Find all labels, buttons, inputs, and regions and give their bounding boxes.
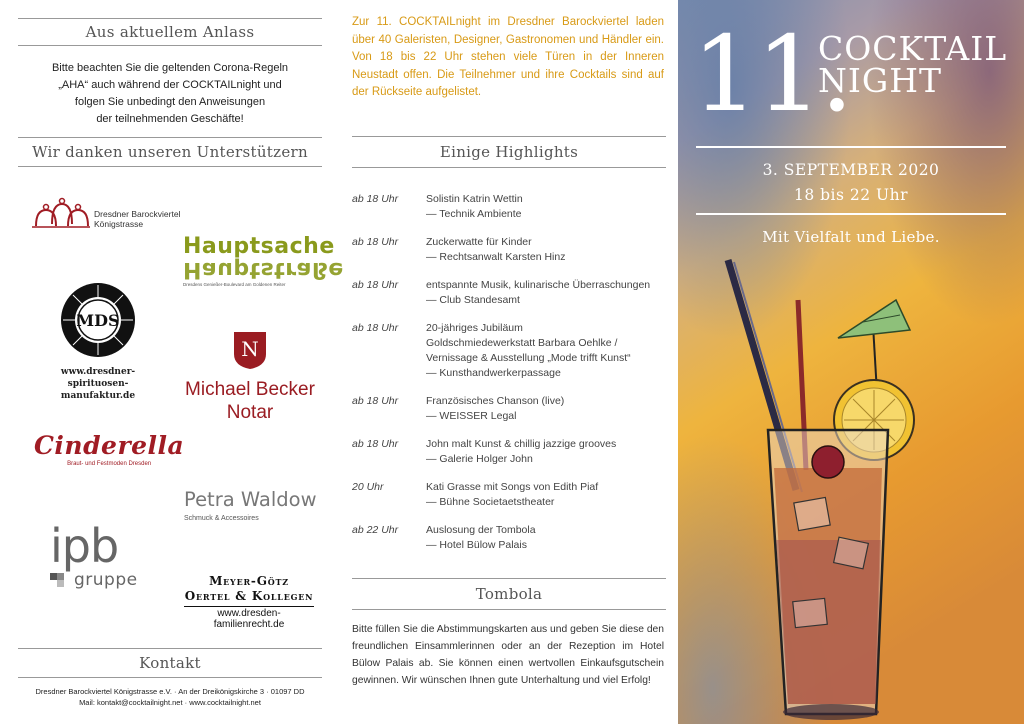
highlight-title: Zuckerwatte für Kinder: [426, 236, 532, 248]
waldow-sub: Schmuck & Accessoires: [184, 515, 259, 522]
highlight-title: Kati Grasse mit Songs von Edith Piaf: [426, 481, 599, 493]
contact-block: [10, 686, 330, 708]
sponsors-heading: Wir danken unseren Unterstützern: [18, 137, 322, 167]
mds-seal-icon: [58, 280, 138, 360]
highlight-time: ab 18 Uhr: [352, 395, 399, 407]
intro-text: Zur 11. COCKTAILnight im Dresdner Barockviertel laden über 40 Galeristen, Designer, Gastronomen und Händler ein. Von 18 bis 22 Uhr stehen viele Türen in der Inneren Neustadt offen. Die Teilnehmer und ihre Cocktails sind auf der Rückseite aufgelistet.: [352, 16, 664, 98]
event-date: 3. SEPTEMBER 2020: [762, 161, 940, 179]
highlight-time: ab 18 Uhr: [352, 438, 399, 450]
hauptsache-tagline: Dresdens Genießer-Boulevard am Goldenen Reiter: [183, 282, 286, 287]
highlight-title: entspannte Musik, kulinarische Überraschungen: [426, 279, 651, 291]
becker-title: Notar: [226, 402, 274, 423]
ipb-square-icon: [50, 573, 64, 587]
cover-panel: [678, 0, 1024, 724]
becker-logo: [182, 330, 318, 424]
event-time: 18 bis 22 Uhr: [793, 186, 909, 204]
barockviertel-logo: [32, 196, 180, 232]
highlight-host: — Technik Ambiente: [426, 208, 522, 220]
cinderella-name: Cinderella: [34, 431, 185, 460]
highlight-time: ab 18 Uhr: [352, 193, 399, 205]
hauptstrasse-text: Hauptstraße: [183, 257, 344, 282]
cocktail-illustration-icon: [678, 240, 1024, 724]
title-night: NIGHT: [818, 61, 943, 100]
highlight-time: ab 18 Uhr: [352, 279, 399, 291]
ipb-sub: gruppe: [74, 570, 138, 590]
motto: Mit Vielfalt und Liebe.: [762, 228, 940, 246]
barockviertel-street: Königstrasse: [94, 219, 144, 229]
spirituosen-url-line: www.dresdner-spirituosen-: [60, 367, 136, 389]
mgo-logo: [184, 574, 314, 630]
divider-line: [696, 213, 1006, 215]
highlight-host: — Club Standesamt: [426, 294, 520, 306]
highlight-host: — Rechtsanwalt Karsten Hinz: [426, 251, 566, 263]
spirituosen-url-line: manufaktur.de: [60, 391, 136, 401]
highlight-time: ab 18 Uhr: [352, 322, 399, 334]
mgo-line: Meyer-Götz: [209, 574, 289, 588]
cinderella-sub: Braut- und Festmoden Dresden: [67, 461, 152, 467]
becker-name: Michael Becker: [185, 379, 315, 400]
highlight-time: 20 Uhr: [352, 481, 384, 493]
highlight-item: [352, 437, 672, 467]
highlight-title: Goldschmiedewerkstatt Barbara Oehlke /: [426, 337, 618, 349]
highlight-host: — WEISSER Legal: [426, 410, 517, 422]
highlight-host: — Hotel Bülow Palais: [426, 539, 527, 551]
highlight-item: [352, 321, 672, 381]
divider-line: [696, 146, 1006, 148]
middle-column: [340, 0, 678, 724]
contact-heading: Kontakt: [18, 648, 322, 678]
highlight-title: Französisches Chanson (live): [426, 395, 565, 407]
mds-letters: MDS: [76, 311, 120, 330]
notice-line: „AHA“ auch während der COCKTAILnight und: [58, 79, 282, 91]
contact-mail: Mail: kontakt@cocktailnight.net · www.cocktailnight.net: [79, 698, 261, 707]
notice-line: folgen Sie unbedingt den Anweisungen: [74, 96, 266, 108]
contact-address: Dresdner Barockviertel Königstrasse e.V. · An der Dreikönigskirche 3 · 01097 DD: [35, 687, 305, 696]
title-cocktail: COCKTAIL: [818, 29, 1008, 68]
highlights-heading: Einige Highlights: [352, 136, 666, 168]
edition-number: 11.: [692, 13, 852, 135]
highlight-title: Vernissage & Ausstellung „Mode trifft Kunst“: [426, 352, 631, 364]
highlights-list: [352, 192, 672, 566]
corona-notice: [22, 60, 318, 128]
cinderella-logo: [34, 431, 184, 467]
highlight-host: — Galerie Holger John: [426, 453, 533, 465]
waldow-name: Petra Waldow: [184, 488, 317, 511]
highlight-item: [352, 480, 672, 510]
spirituosen-logo: [38, 280, 158, 402]
hauptsache-logo: [183, 236, 344, 287]
ipb-logo: [50, 519, 138, 590]
highlight-time: ab 18 Uhr: [352, 236, 399, 248]
highlight-host: — Kunsthandwerkerpassage: [426, 367, 561, 379]
highlight-title: Solistin Katrin Wettin: [426, 193, 523, 205]
notar-shield-icon: [232, 330, 268, 370]
highlight-item: [352, 394, 672, 424]
highlight-item: [352, 523, 672, 553]
highlight-title: John malt Kunst & chillig jazzige grooves: [426, 438, 617, 450]
highlight-item: [352, 235, 672, 265]
highlight-title: Auslosung der Tombola: [426, 524, 536, 536]
becker-monogram: N: [241, 337, 259, 361]
ipb-name: ipb: [50, 519, 119, 573]
mgo-url: www.dresden-familienrecht.de: [184, 606, 314, 630]
crown-arches-icon: [32, 196, 90, 232]
mgo-line: Oertel & Kollegen: [184, 589, 314, 603]
highlight-item: [352, 192, 672, 222]
tombola-heading: Tombola: [352, 578, 666, 610]
left-column: [0, 0, 344, 724]
highlight-title: 20-jähriges Jubiläum: [426, 322, 523, 334]
highlight-host: — Bühne Societaetstheater: [426, 496, 555, 508]
highlight-time: ab 22 Uhr: [352, 524, 399, 536]
tombola-text: Bitte füllen Sie die Abstimmungskarten aus und geben Sie diese den freundlichen Einsammlerinnen oder an der Rezeption im Hotel Bülow Palais ab. Sie können einen wertvollen Einkaufsgutschein gewinnen. Wir wünschen Ihnen gute Unterhaltung und viel Erfolg!: [352, 624, 664, 686]
waldow-logo: [184, 488, 317, 522]
occasion-heading: Aus aktuellem Anlass: [18, 18, 322, 46]
notice-line: der teilnehmenden Geschäfte!: [96, 113, 244, 125]
barockviertel-name: Dresdner Barockviertel: [94, 209, 181, 219]
highlight-item: [352, 278, 672, 308]
notice-line: Bitte beachten Sie die geltenden Corona-Regeln: [51, 62, 289, 74]
hauptsache-text: Hauptsache: [183, 234, 335, 259]
